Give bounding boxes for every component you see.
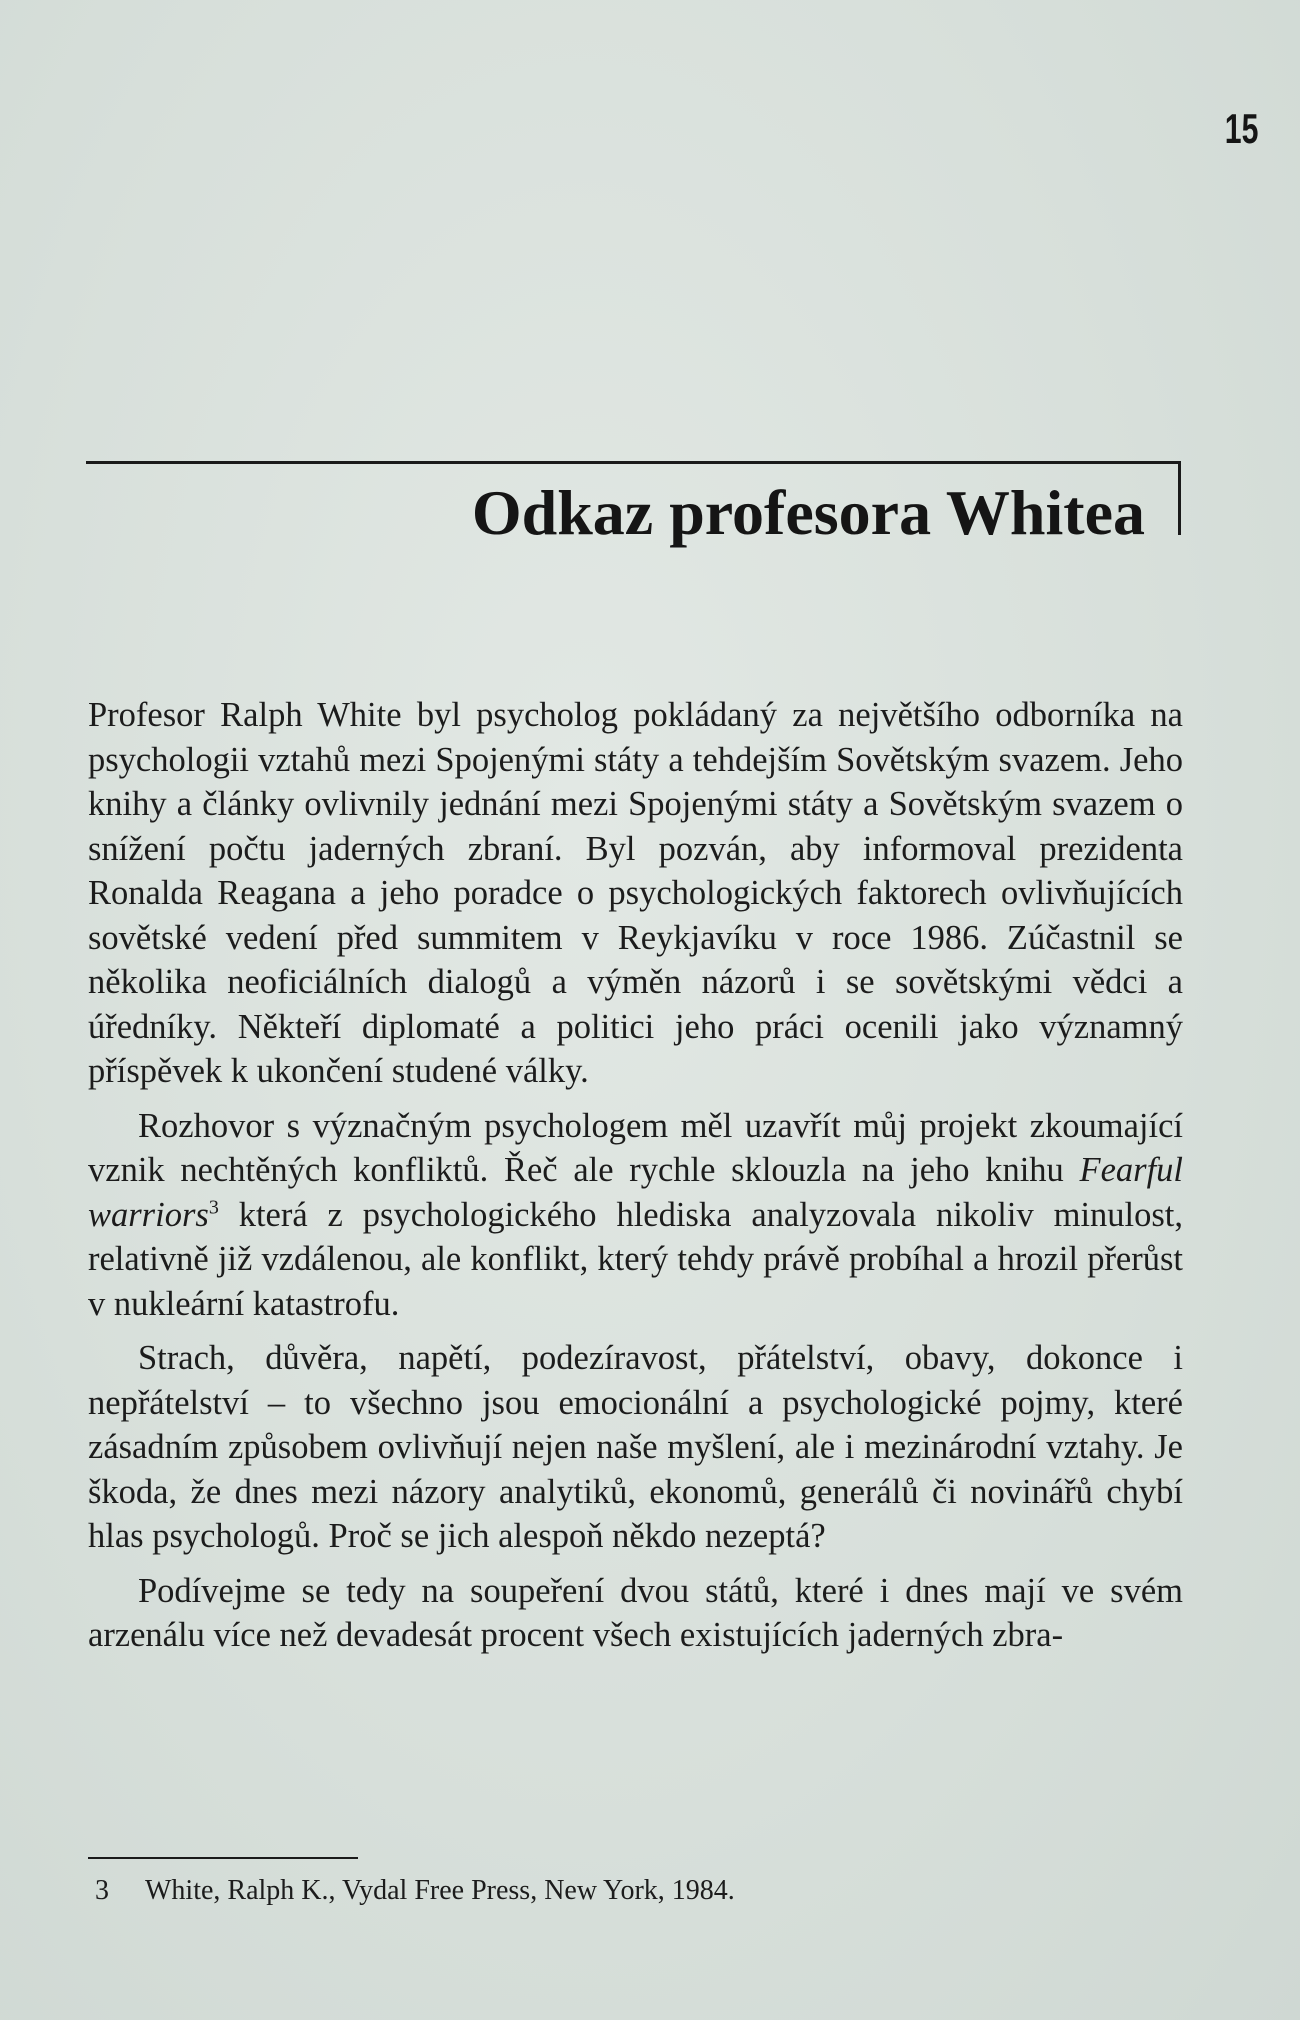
paragraph-2 <box>88 1104 1183 1327</box>
title-bar-right <box>1178 461 1181 535</box>
chapter-title: Odkaz profesora Whitea <box>471 477 1145 548</box>
page-number: 15 <box>1224 105 1259 152</box>
paragraph-2-end: která z psychologického hlediska analyzovala nikoliv minulost, relativně již vzdálenou, ale konflikt, který tehdy právě probíhal a hrozil přerůst v nukleární katastrofu. <box>88 1195 1183 1323</box>
body-text <box>88 693 1183 1658</box>
paragraph-2-start: Rozhovor s význačným psychologem měl uzavřít můj projekt zkoumající vznik nechtěných konfliktů. Řeč ale rychle sklouzla na jeho knihu <box>88 1106 1183 1189</box>
paragraph-3: Strach, důvěra, napětí, podezíravost, přátelství, obavy, dokonce i nepřátelství – to všechno jsou emocionální a psychologické pojmy, které zásadním způsobem ovlivňují nejen naše myšlení, ale i mezinárodní vztahy. Je škoda, že dnes mezi názory analytiků, ekonomů, generálů či novinářů chybí hlas psychologů. Proč se jich alespoň někdo nezeptá? <box>88 1339 1183 1555</box>
footnote-rule <box>88 1857 358 1859</box>
footnote <box>95 1873 1095 1909</box>
footnote-reference: 3 <box>208 1196 219 1218</box>
footnote-text: White, Ralph K., Vydal Free Press, New York, 1984. <box>145 1875 735 1906</box>
paragraph-4: Podívejme se tedy na soupeření dvou států, které i dnes mají ve svém arzenálu více než devadesát procent všech existujících jaderných zbra- <box>88 1571 1183 1654</box>
footnote-number: 3 <box>95 1875 109 1906</box>
paragraph-1: Profesor Ralph White byl psycholog pokládaný za největšího odborníka na psychologii vztahů mezi Spojenými státy a tehdejším Sovětským svazem. Jeho knihy a články ovlivnily jednání mezi Spojenými státy a Sovětským svazem o snížení počtu jaderných zbraní. Byl pozván, aby informoval prezidenta Ronalda Reagana a jeho poradce o psychologických faktorech ovlivňujících sovětské vedení před summitem v Reykjavíku v roce 1986. Zúčastnil se několika neoficiálních dialogů a výměn názorů i se sovětskými vědci a úředníky. Někteří diplomaté a politici jeho práci ocenili jako významný příspěvek k ukončení studené války. <box>88 696 1183 1090</box>
title-rule <box>86 461 1181 464</box>
book-title: Fearful warriors <box>88 1151 1183 1234</box>
